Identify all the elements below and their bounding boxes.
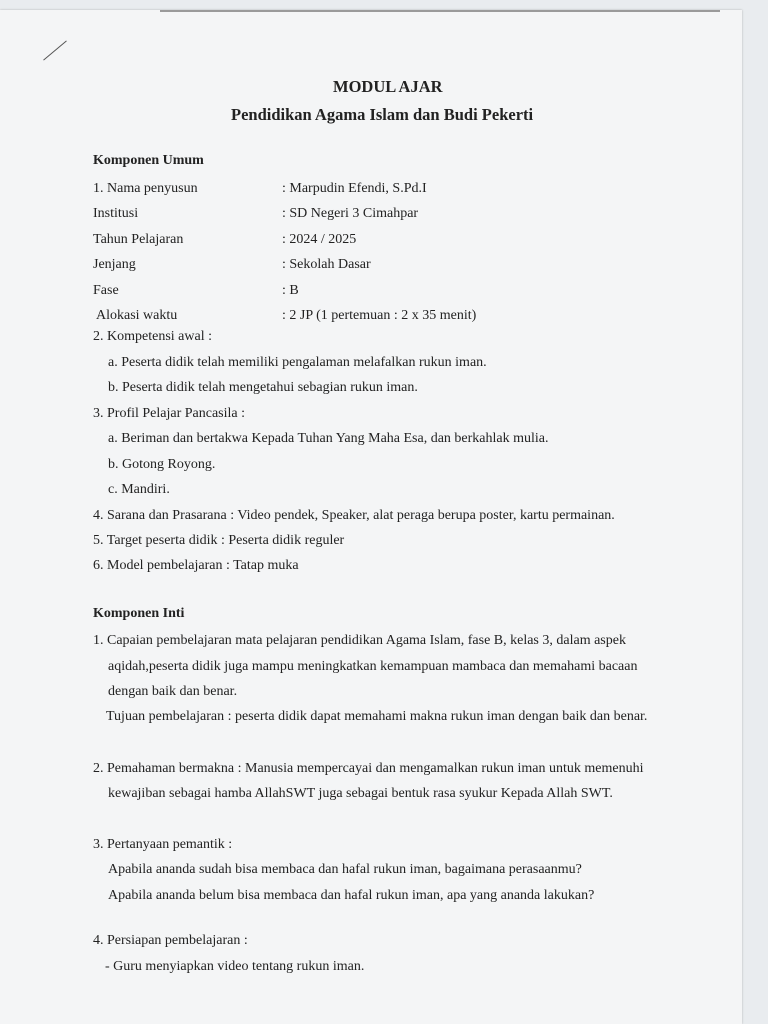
row-value: : B [282, 283, 299, 298]
list-item: c. Mandiri. [108, 482, 170, 497]
model-line: 6. Model pembelajaran : Tatap muka [93, 558, 299, 573]
row-label: Alokasi waktu [96, 308, 178, 323]
row-value: : Marpudin Efendi, S.Pd.I [282, 181, 427, 196]
paper-sheet [0, 10, 742, 1024]
row-value: : 2024 / 2025 [282, 232, 357, 247]
scan-mark [43, 40, 67, 60]
list-item: a. Peserta didik telah memiliki pengalaman melafalkan rukun iman. [108, 355, 487, 370]
capaian-line: dengan baik dan benar. [108, 684, 238, 699]
list-item: b. Peserta didik telah mengetahui sebagian rukun iman. [108, 380, 418, 395]
row-label: Institusi [93, 206, 139, 221]
question-item: Apabila ananda belum bisa membaca dan hafal rukun iman, apa yang ananda lakukan? [108, 888, 595, 903]
row-value: : 2 JP (1 pertemuan : 2 x 35 menit) [282, 308, 477, 323]
capaian-line: 1. Capaian pembelajaran mata pelajaran pendidikan Agama Islam, fase B, kelas 3, dalam aspek [93, 633, 626, 648]
pemahaman-line: kewajiban sebagai hamba AllahSWT juga sebagai bentuk rasa syukur Kepada Allah SWT. [108, 786, 613, 801]
profil-heading: 3. Profil Pelajar Pancasila : [93, 406, 246, 421]
kompetensi-awal-heading: 2. Kompetensi awal : [93, 329, 212, 344]
document-subtitle: Pendidikan Agama Islam dan Budi Pekerti [231, 105, 534, 124]
persiapan-heading: 4. Persiapan pembelajaran : [93, 933, 248, 948]
row-label: Tahun Pelajaran [93, 232, 184, 247]
list-item: b. Gotong Royong. [108, 457, 216, 472]
sarana-line: 4. Sarana dan Prasarana : Video pendek, Speaker, alat peraga berupa poster, kartu permainan. [93, 508, 615, 523]
question-item: Apabila ananda sudah bisa membaca dan hafal rukun iman, bagaimana perasaanmu? [108, 862, 582, 877]
capaian-line: aqidah,peserta didik juga mampu meningkatkan kemampuan mambaca dan memahami bacaan [108, 659, 638, 674]
row-label: Fase [93, 283, 119, 298]
target-line: 5. Target peserta didik : Peserta didik reguler [93, 533, 345, 548]
list-item: a. Beriman dan bertakwa Kepada Tuhan Yang Maha Esa, dan berkahlak mulia. [108, 431, 549, 446]
row-value: : SD Negeri 3 Cimahpar [282, 206, 419, 221]
row-label: 1. Nama penyusun [93, 181, 198, 196]
page-edge-line [160, 10, 720, 12]
row-label: Jenjang [93, 257, 136, 272]
persiapan-item: - Guru menyiapkan video tentang rukun iman. [105, 959, 365, 974]
pertanyaan-heading: 3. Pertanyaan pemantik : [93, 837, 233, 852]
pemahaman-line: 2. Pemahaman bermakna : Manusia mempercayai dan mengamalkan rukun iman untuk memenuhi [93, 761, 644, 776]
document-title: MODUL AJAR [333, 77, 443, 96]
row-value: : Sekolah Dasar [282, 257, 371, 272]
tujuan-line: Tujuan pembelajaran : peserta didik dapat memahami makna rukun iman dengan baik dan benar. [106, 709, 648, 724]
komponen-inti-heading: Komponen Inti [93, 606, 185, 621]
komponen-umum-heading: Komponen Umum [93, 153, 204, 168]
